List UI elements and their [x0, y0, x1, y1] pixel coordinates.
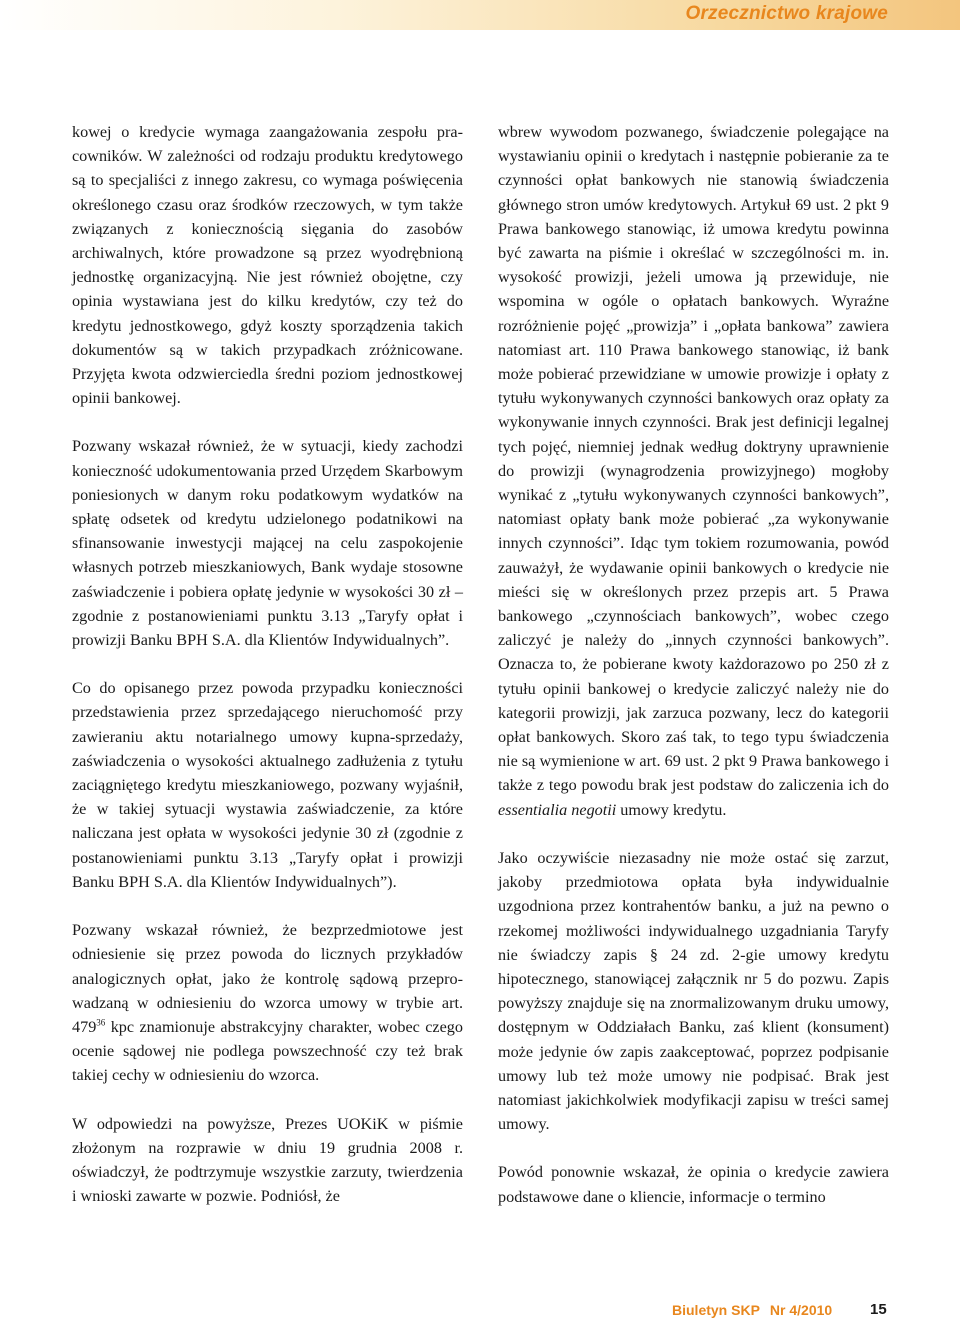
right-paragraph-1-text-a: wbrew wywodom pozwanego, świadczenie polegające na wystawianiu opinii o kredytach i następnie pobieranie za te czynności opłat bankowych nie stanowią świadczenia głównego stron umów kredytowych. Artykuł 69 ust. 2 pkt 9 Prawa bankowego stanowiąc, iż umowa kredytu powinna być zawarta na piśmie i określać w szczególności m. in. wysokość prowizji, jeżeli umowa ją przewiduje, nie wspomina w ogóle o opłatach bankowych. Wyraźne rozróżnienie pojęć „prowizja” i „opłata bankowa” zawiera natomiast art. 110 Prawa bankowego stanowiąc, iż bank może pobierać przewidziane w umowie prowizje i opłaty z tytułu wykonywanych czynności bankowych oraz opłaty za wykonywanie innych czynności. Brak jest definicji legalnej tych pojęć, niemniej jednak według doktryny uprawnienie do prowizji (wynagrodzenia prowizyjnego) mogłoby wynikać z „tytułu wykonywanych czynności bankowych”, natomiast opłaty bank może pobierać „za wykonywanie innych czynności”. Idąc tym tokiem rozumowania, powód zauważył, że wydawanie opinii bankowych o kredycie nie mieści się w określonych przez przepis art. 5 Prawa bankowego „czynnościach bankowych”, wobec czego zaliczyć je należy do „innych czynności bankowych”. Oznacza to, że pobierane kwoty każdorazowo po 250 zł z tytułu opinii bankowej o kredycie zaliczyć należy nie do kategorii prowizji, jak zarzuca pozwany, lecz do kategorii opłat bankowych. Skoro zaś tak, to tego typu świadczenia nie są wymienione w art. 69 ust. 2 pkt 9 Prawa bankowego i także z tego powodu brak jest podstaw do zaliczenia ich do: [498, 123, 889, 795]
left-paragraph-4: [72, 918, 463, 1087]
publication-name: Biuletyn SKP: [672, 1302, 760, 1318]
right-paragraph-1-text-b: umowy kredytu.: [616, 800, 727, 819]
right-paragraph-2: Jako oczywiście niezasadny nie może ostać się zarzut, jakoby przedmiotowa opłata była indywidualnie uzgodniona przez kontrahentów banku, a już na pewno o rzekomej możliwości indywidualnego uzgadniania Taryfy nie świadczy zapis § 24 zd. 2-gie umowy kredytu hipotecznego, stanowiącej załącznik nr 5 do pozwu. Zapis powyższy znajduje się na znormalizowanym druku umowy, dostępnym w Oddziałach Banku, zaś klient (konsument) może jedynie ów zapis zaakceptować, poprzez podpisanie umowy lub też może umowy nie podpisać. Brak jest natomiast jakichkolwiek modyfikacji zapisu w treści samej umowy.: [498, 848, 889, 1134]
left-paragraph-5: W odpowiedzi na powyższe, Prezes UOKiK w piśmie złożonym na rozprawie w dniu 19 grudnia 2008 r. oświadczył, że podtrzymuje wszystkie zarzuty, twierdzenia i wnioski zawarte w pozwie. Podniósł, że: [72, 1114, 463, 1206]
left-column: [72, 120, 463, 1208]
left-paragraph-4-text-b: kpc znamionuje abstrakcyjny charakter, wobec czego ocenie sądowej nie podlega powszechność czy też brak takiej cechy w odniesieniu do wzorca.: [72, 1017, 463, 1085]
article-superscript: 36: [96, 1017, 106, 1028]
left-paragraph-4-text-a: Pozwany wskazał również, że bezprzedmiotowe jest odniesienie się przez powoda do licznych przykładów analogicznych opłat, jako że kontrolę sądową przeprowadzaną w odniesieniu do wzorca umowy w trybie art. 479: [72, 921, 463, 1036]
section-title: Orzecznictwo krajowe: [685, 3, 888, 24]
footer-publication: [672, 1302, 842, 1318]
left-paragraph-3: Co do opisanego przez powoda przypadku konieczności przedstawienia przez sprzedającego nieruchomość przy zawieraniu aktu notarialnego umowy kupna-sprzedaży, zaświadczenia o wysokości aktualnego zadłużenia z tytułu zaciągniętego kredytu mieszkaniowego, pozwany wyjaśnił, że w takiej sytuacji wystawia zaświadczenie, za które naliczana jest opłata w wysokości jedynie 30 zł (zgodnie z postanowieniami punktu 3.13 „Taryfy opłat i prowizji Banku BPH S.A. dla Klientów Indywidualnych”).: [72, 679, 463, 891]
latin-term: essentialia negotii: [498, 800, 617, 819]
right-paragraph-3: Powód ponownie wskazał, że opinia o kredycie zawiera podstawowe dane o kliencie, informacje o termino: [498, 1163, 889, 1206]
right-column: [498, 120, 889, 1209]
issue-number: Nr 4/2010: [769, 1302, 833, 1318]
left-paragraph-2: Pozwany wskazał również, że w sytuacji, kiedy zachodzi konieczność udokumentowania przed Urzędem Skarbowym poniesionych w danym roku podatkowym wydatków na spłatę odsetek od kredytu udzielonego podatnikowi na sfinansowanie inwestycji mającej na celu zaspokojenie własnych potrzeb mieszkaniowych, Bank wydaje stosowne zaświadczenie i pobiera opłatę jedynie w wysokości 30 zł – zgodnie z postanowieniami punktu 3.13 „Taryfy opłat i prowizji Banku BPH S.A. dla Klientów Indywidualnych”.: [72, 437, 463, 650]
header-bar: [0, 0, 960, 30]
page-number: 15: [870, 1301, 887, 1318]
left-paragraph-1: kowej o kredycie wymaga zaangażowania zespołu pracowników. W zależności od rodzaju produktu kredytowego są to specjaliści z innego zakresu, co wymaga poświęcenia określonego czasu oraz środków rzeczowych, w tym także związanych z koniecznością sięgania do zasobów archiwalnych, które prowadzone są przez wyodrębnioną jednostkę organizacyjną. Nie jest również obojętne, czy opinia wystawiana jest do kilku kredytów, czy też do kredytu jednostkowego, gdyż koszty sporządzenia takich dokumentów są w takich przypadkach zróżnicowane. Przyjęta kwota odzwierciedla średni poziom jednostkowej opinii bankowej.: [72, 123, 463, 408]
right-paragraph-1: [498, 120, 889, 822]
